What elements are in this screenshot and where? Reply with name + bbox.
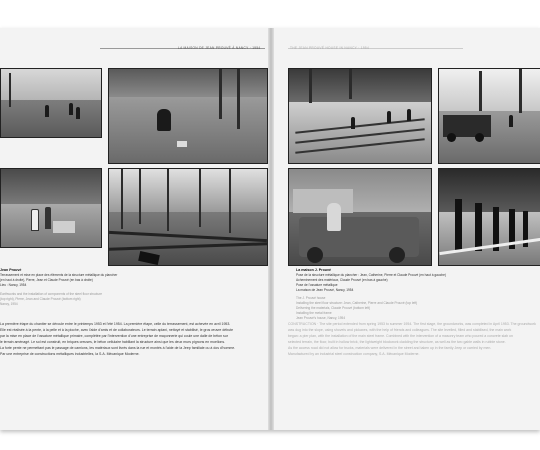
left-body-line: La forte pente ne permettant pas le passage de camions, les matériaux sont livrés dans la rue et montés à l'aide de la Jeep familiale ou à dos d'homme. <box>0 346 236 350</box>
left-caption-line: Terrassement et mise en place des éléments de la structure métallique du plancher <box>0 273 118 277</box>
left-caption-en-line: Nancy, 1954 <box>0 302 18 306</box>
left-caption-line: Lieu : Nancy, 1954 <box>0 283 27 287</box>
photo-truck-delivery <box>438 68 540 164</box>
right-caption-line: Pose de la structure métallique du plancher : Jean, Catherine, Pierre et Claude Prouvé (en haut à gauche) <box>296 273 446 277</box>
right-caption-en-line: Installing the steel floor structure: Jean, Catherine, Pierre and Claude Prouvé (top left) <box>296 301 418 305</box>
right-caption-line: Acheminement des matériaux, Claude Prouvé (en bas à gauche) <box>296 278 388 282</box>
left-caption-en-line: (top right), Pierre, Jean and Claude Prouvé (bottom right) <box>0 297 81 301</box>
right-body-line: selected terrain, the floor, built in hollow brick, the lightweight blockwork cladding the structure, as well as the two gable walls in rubble stone. <box>288 340 506 344</box>
photo-man-crouching-slope <box>108 68 268 164</box>
left-body-line: par la mise en place de l'ossature métallique primaire, complétée par l'intervention d'une entreprise de maçonnerie qui coule une dalle de béton sur <box>0 334 228 338</box>
left-caption-line: (en haut à droite), Pierre, Jean et Claude Prouvé (en bas à droite) <box>0 278 93 282</box>
running-head-right: THE JEAN PROUVÉ HOUSE IN NANCY · 1954 <box>290 46 370 50</box>
right-caption-line: La maison de Jean Prouvé, Nancy, 1954 <box>296 288 354 292</box>
right-caption-en-line: Installing the metal frame <box>296 311 332 315</box>
right-caption-en-line: Jean Prouvé's house, Nancy, 1954 <box>296 316 346 320</box>
photo-steel-beams-trees <box>108 168 268 266</box>
photo-floor-structure-workers <box>288 68 432 164</box>
right-body-line: began: a pier plan, with the installation of the main steel frame. Combined with the intervention of a masonry team who poured a concrete slab on <box>288 334 513 338</box>
right-body-line: was dug into the slope, using shovels and pickaxes, with the help of friends and colleagues. The site levelled, filled and stabilised, the main work <box>288 328 512 332</box>
right-body-line: CONSTRUCTION · The site period extended from spring 1953 to summer 1954. The first stage, the groundworks, was completed in April 1953. The groundwork <box>288 322 536 326</box>
photo-man-in-jeep <box>288 168 432 266</box>
right-caption-en-line: The J. Prouvé house <box>296 296 326 300</box>
left-caption-title: Jean Prouvé <box>0 268 22 272</box>
left-caption-en-line: Earthworks and the installation of components of the steel floor structure <box>0 292 103 296</box>
right-caption-line: Pose de l'ossature métallique <box>296 283 338 287</box>
left-body-line: Elle est réalisée à la pente, à la pelle et à la pioche, avec l'aide d'amis et de collaborateurs. Le terrain aplani, nettoyé et stabilisé, le gros œuvre débute <box>0 328 234 332</box>
photo-metal-frame-rows <box>438 168 540 266</box>
right-caption-title: La maison J. Prouvé <box>296 268 331 272</box>
left-body-line: le terrain aménagé. Le sol est construit, en briques creuses, le béton cellulaire habillant la structure ainsi que les deux murs pignons en moellons. <box>0 340 226 344</box>
right-caption-en-line: Delivering the materials, Claude Prouvé (bottom left) <box>296 306 371 310</box>
right-body-line: Manufactured by an industrial steel construction company, S.A. Mécanique Moderne. <box>288 352 420 356</box>
photo-workers-with-steel <box>0 168 102 248</box>
book-gutter <box>268 28 274 430</box>
left-body-line: La première étape du chantier se déroule entre le printemps 1953 et l'été 1954. La première étape, celle du terrassement, est achevée en avril 1953. <box>0 322 231 326</box>
running-head-left: LA MAISON DE JEAN PROUVÉ À NANCY · 1954 <box>178 46 261 50</box>
right-body-line: As the access road did not allow for trucks, materials were delivered in the street and taken up in the family Jeep or carried by men. <box>288 346 492 350</box>
left-body-line: Par une entreprise de constructions métalliques industrielles, la S.A. Mécanique Moderne. <box>0 352 140 356</box>
photo-groundworks-figures <box>0 68 102 138</box>
